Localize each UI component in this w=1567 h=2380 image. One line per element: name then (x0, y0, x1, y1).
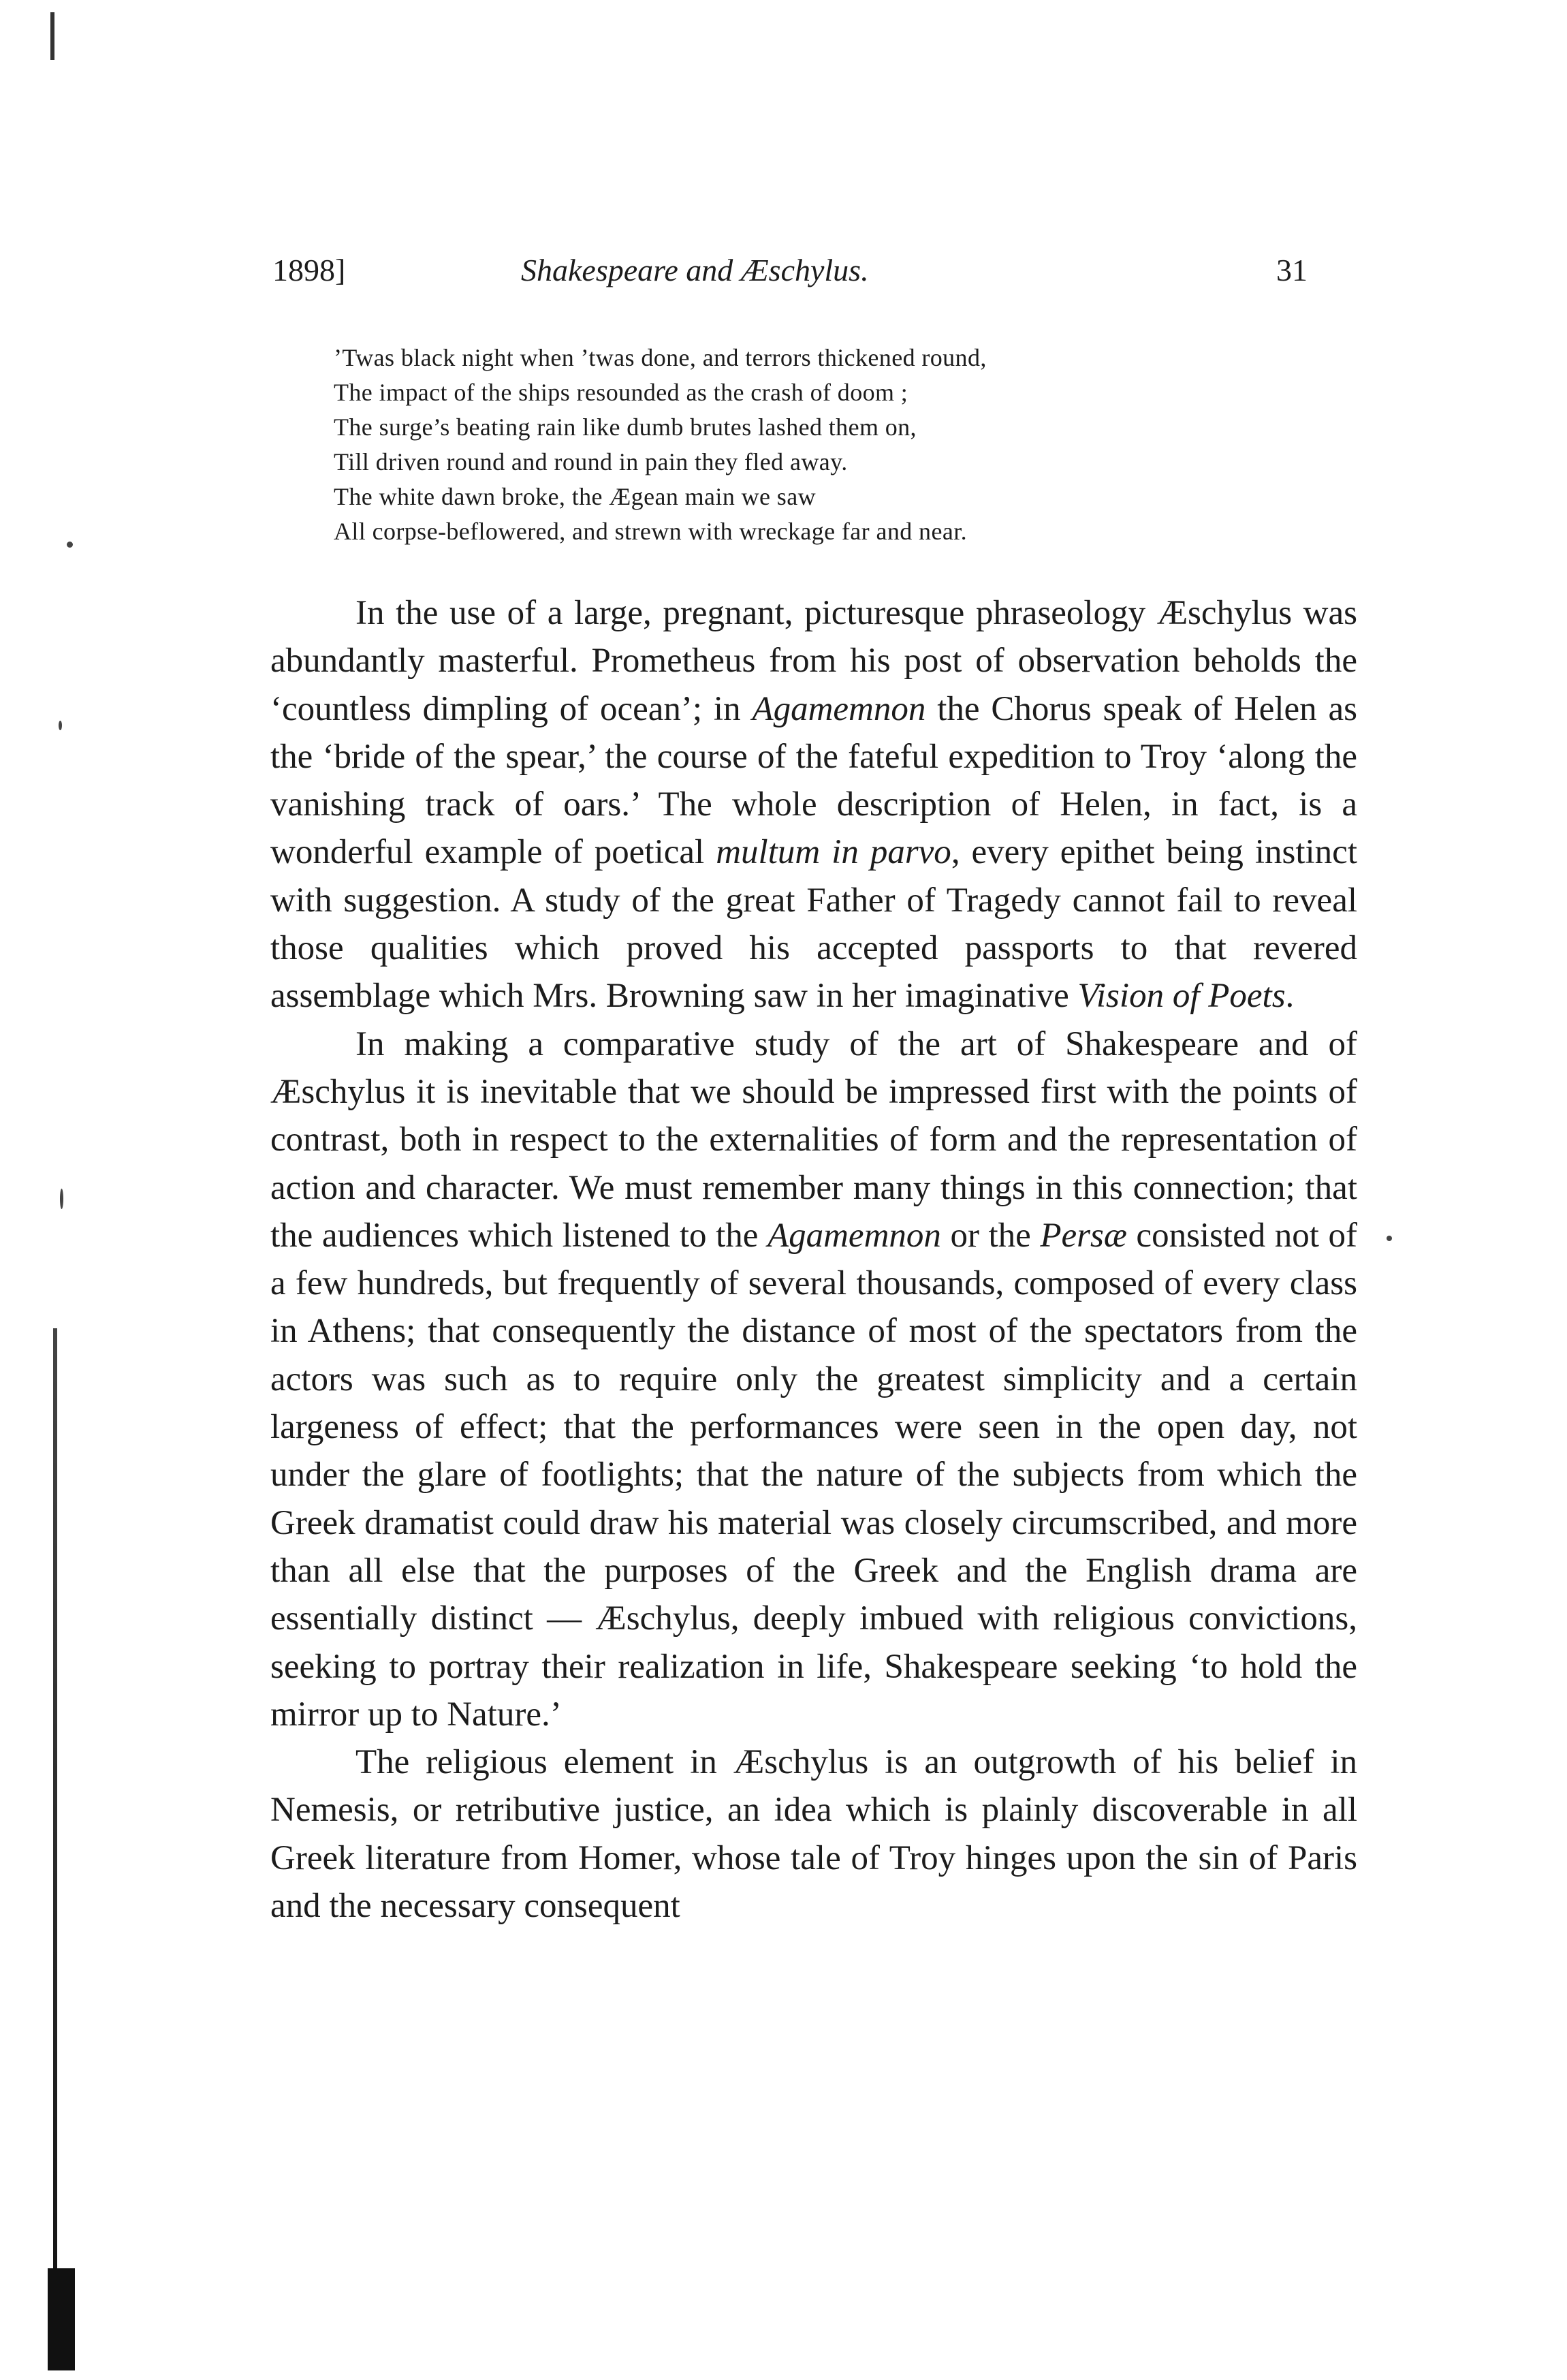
paragraph (270, 1020, 1357, 1738)
page-number: 31 (1276, 253, 1308, 287)
verse-line: The surge’s beating rain like dumb brutes lashed them on, (334, 413, 917, 441)
verse-line: ’Twas black night when ’twas done, and terrors thickened round, (334, 344, 987, 371)
verse-line: The impact of the ships resounded as the crash of doom ; (334, 379, 908, 406)
italic-title: Agamemnon (752, 689, 926, 728)
binding-gutter-dark (48, 2268, 75, 2370)
binding-gutter (53, 1328, 57, 2370)
text-run: , every epithet being instinct with suggestion. A study of the great Father of Tragedy cannot fail to reveal those qualities which proved his accepted passports to that revered assemblage which Mrs. Browning saw in her imaginative (270, 833, 1357, 1016)
text-run: or the (940, 1216, 1041, 1255)
body-text (270, 589, 1357, 1930)
header-title: Shakespeare and Æschylus. (521, 253, 869, 287)
text-run: The religious element in Æschylus is an outgrowth of his belief in Nemesis, or retributive justice, an idea which is plainly discoverable in all Greek literature from Homer, whose tale of Troy hinges upon the sin of Paris and the necessary consequent (270, 1743, 1357, 1926)
scan-speck (59, 721, 62, 730)
text-run: the Chorus speak of Helen as the ‘bride of the spear,’ the course of the fateful expedition to Troy ‘along the vanishing track of oars.’ The whole description of Helen, in fact, is a wonderful example of poetical (270, 689, 1357, 872)
scan-speck (67, 542, 73, 548)
scan-artifact (50, 12, 54, 60)
header-year: 1898] (272, 253, 346, 287)
scan-speck (60, 1189, 63, 1209)
italic-title: Persæ (1040, 1216, 1127, 1255)
text-run: . (1285, 977, 1295, 1016)
verse-line: Till driven round and round in pain they fled away. (334, 448, 848, 475)
text-run: In the use of a large, pregnant, picturesque phraseology Æschylus was abundantly masterful. Prometheus from his post of observation beholds the ‘countless dimpling of ocean’; in (270, 594, 1357, 728)
scan-speck (1387, 1236, 1392, 1241)
italic-phrase: multum in parvo (716, 833, 951, 872)
italic-title: Vision of Poets (1077, 977, 1286, 1016)
paragraph (270, 589, 1357, 1020)
paragraph (270, 1738, 1357, 1930)
verse-line: The white dawn broke, the Ægean main we saw (334, 483, 816, 510)
text-run: In making a comparative study of the art of Shakespeare and of Æschylus it is inevitable that we should be impressed first with the points of contrast, both in respect to the externalities of form and the representation of action and character. We must remember many things in this connection; that the audiences which listened to the (270, 1024, 1357, 1255)
verse-quotation (334, 341, 1287, 549)
running-header (272, 252, 1308, 300)
italic-title: Agamemnon (767, 1216, 941, 1255)
verse-line: All corpse-beflowered, and strewn with wreckage far and near. (334, 518, 968, 545)
text-run: consisted not of a few hundreds, but frequently of several thousands, composed of every class in Athens; that consequently the distance of most of the spectators from the actors was such as to require only the greatest simplicity and a certain largeness of effect; that the performances were seen in the open day, not under the glare of footlights; that the nature of the subjects from which the Greek dramatist could draw his material was closely circumscribed, and more than all else that the purposes of the Greek and the English drama are essentially distinct — Æschylus, deeply imbued with religious convictions, seeking to portray their realization in life, Shakespeare seeking ‘to hold the mirror up to Nature.’ (270, 1216, 1358, 1734)
